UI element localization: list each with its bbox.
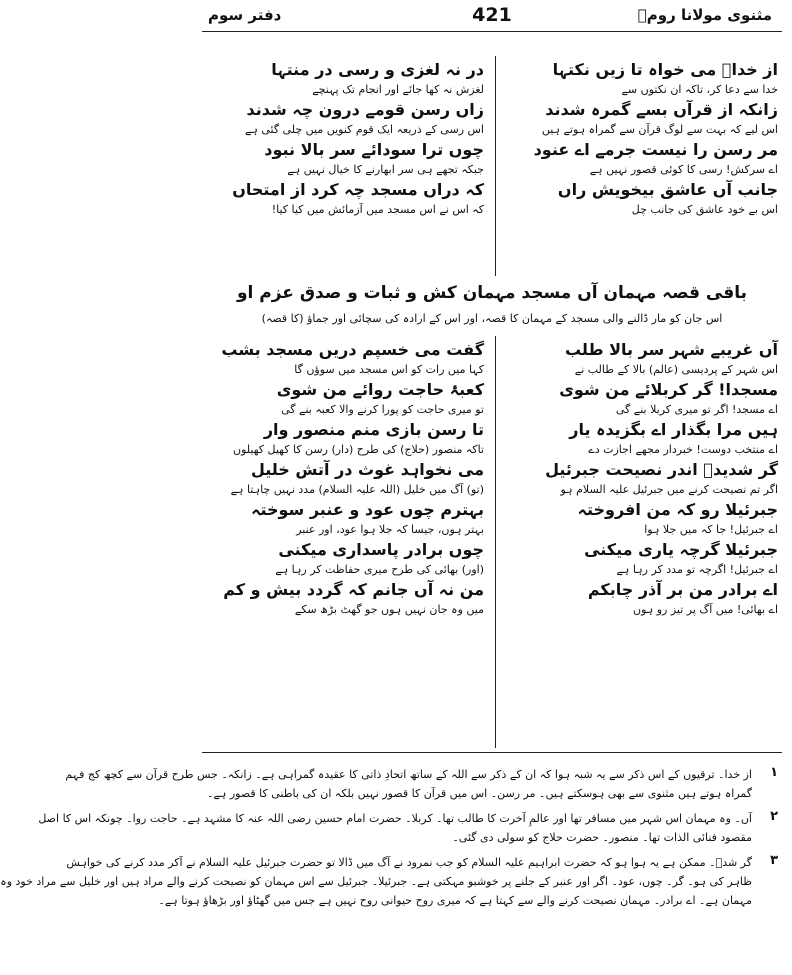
footnote-line: از خدا۔ ترقیوں کے اس ذکر سے یہ شبہ ہوا کہ ان کے ذکر سے اللہ کے ساتھ اتحادِ ذاتی کا عقیدہ گمراہی ہے۔ زانکہ۔ جس طرح قرآن سے کچھ کج فہم — [65, 768, 752, 781]
footnote-number: ۳ — [770, 853, 778, 868]
verse: جبرئیلا گرچہ یاری میکنی — [584, 540, 778, 559]
verse: کہ دراں مسجد چہ کرد از امتحاں — [232, 180, 484, 199]
verse: گر شدیدؒ اندر نصیحت جبرئیل — [545, 460, 778, 479]
footnote — [0, 853, 782, 910]
story-heading: باقی قصہ مہمان آں مسجد مہمان کش و ثبات و صدق عزم او — [236, 283, 748, 303]
page-header — [204, 4, 780, 28]
translation: اے سرکش! رسی کا کوئی قصور نہیں ہے — [589, 163, 778, 176]
bottom-column-divider — [495, 336, 496, 748]
page-number: 421 — [472, 4, 512, 26]
footnote — [38, 809, 782, 847]
translation: تاکہ منصور (حلاج) کی طرح (دار) رسن کا کھیل کھیلوں — [232, 443, 484, 456]
translation: اس لیے کہ بہت سے لوگ قرآن سے گمراہ ہوتے ہیں — [541, 123, 778, 136]
footnote-line: گر شدؒ۔ ممکن ہے یہ ہوا ہو کہ حضرت ابراہیم علیہ السلام کو جب نمرود نے آگ میں ڈالا تو حضرت جبرئیل علیہ السلام نے آکر مدد کرنے کی خواہش — [66, 856, 752, 869]
book-title: مثنوی مولانا رومؒ — [637, 6, 772, 24]
verse: زاں رسن قومے درون چہ شدند — [246, 100, 484, 119]
footnote-number: ۲ — [770, 809, 778, 824]
verse: چوں برادر پاسداری میکنی — [278, 540, 484, 559]
verse: تا رسن بازی منم منصور وار — [263, 420, 484, 439]
verse: کعبۂ حاجت روائے من شوی — [276, 380, 484, 399]
translation: اگر تم نصیحت کرنے میں جبرئیل علیہ السلام ہو — [560, 483, 778, 496]
translation: (اور) بھائی کی طرح میری حفاظت کر رہا ہے — [275, 563, 484, 576]
translation: بہتر ہوں، جیسا کہ جلا ہوا عود، اور عنبر — [296, 523, 484, 536]
bottom-right-column — [504, 338, 778, 618]
translation: کہا میں رات کو اس مسجد میں سوؤں گا — [294, 363, 484, 376]
translation: لغزش نہ کھا جائے اور انجام تک پہنچے — [312, 83, 484, 96]
footnote — [65, 765, 782, 803]
story-subtitle: اس جان کو مار ڈالنے والی مسجد کے مہمان کا قصہ، اور اس کے ارادہ کی سچائی اور جماؤ (کا قصہ) — [261, 312, 723, 325]
bottom-left-column — [210, 338, 484, 618]
translation: جبکہ تجھے ہی سر ابھارنے کا خیال نہیں ہے — [287, 163, 484, 176]
verse: می نخواہد غوث در آتش خلیل — [250, 460, 484, 479]
translation: اے جبرئیل! اگرچہ تو مدد کر رہا ہے — [616, 563, 778, 576]
translation: کہ اس نے اس مسجد میں آزمائش میں کیا کیا! — [271, 203, 484, 216]
footnote-number: ۱ — [770, 765, 778, 780]
translation: اس بے خود عاشق کی جانب چل — [631, 203, 778, 216]
top-left-column — [210, 58, 484, 218]
section-label: دفتر سوم — [208, 6, 282, 24]
verse: از خداؒ می خواہ تا زیں نکتہا — [552, 60, 778, 79]
translation: میں وہ جان نہیں ہوں جو گھٹ بڑھ سکے — [294, 603, 484, 616]
verse: اے برادر من بر آذر چابکم — [587, 580, 778, 599]
translation: (تو) آگ میں خلیل (اللہ علیہ السلام) مدد نہیں چاہتا ہے — [230, 483, 484, 496]
verse: جانب آں عاشق بیخویش راں — [557, 180, 778, 199]
footnote-line: گمراہ ہوتے ہیں مثنوی سے بھی ہوسکتے ہیں۔ مر رسن۔ اس میں قرآن کا قصور نہیں بلکہ ان کی باطنی کا قصور ہے۔ — [207, 787, 752, 800]
translation: اے بھائی! میں آگ پر تیز رو ہوں — [633, 603, 778, 616]
translation: اے منتخب دوست! خبردار مجھے اجازت دے — [588, 443, 778, 456]
verse: گفت می خسپم دریں مسجد بشب — [221, 340, 484, 359]
verse: در نہ لغزی و رسی در منتہا — [271, 60, 484, 79]
translation: اے مسجد! اگر تو میری کربلا بنے گی — [615, 403, 778, 416]
header-rule — [202, 31, 782, 32]
verse: مر رسن را نیست جرمے اے عنود — [533, 140, 778, 159]
footnote-line: مہمان ہے۔ اے برادر۔ مہمان نصیحت کرنے والے سے کہتا ہے کہ میری روح حیوانی روح نہیں ہے جس میں گھٹاؤ اور بڑھاؤ ہوتا ہے۔ — [158, 894, 752, 907]
footnote-line: مقصود فنائی الذات تھا۔ منصور۔ حضرت حلاج کو سولی دی گئی۔ — [452, 831, 752, 844]
footnote-line: آں۔ وہ مہمان اس شہر میں مسافر تھا اور عالمِ آخرت کا طالب تھا۔ کربلا۔ حضرت امام حسین رضی اللہ عنہ کا مشہد ہے۔ حاجت روا۔ چونکہ اس کا اصل — [38, 812, 752, 825]
footnotes — [0, 765, 782, 916]
verse: چوں ترا سودائے سر بالا نبود — [264, 140, 484, 159]
verse: جبرئیلا رو کہ من افروختہ — [577, 500, 778, 519]
translation: اس رسی کے ذریعہ ایک قوم کنویں میں چلی گئی ہے — [244, 123, 484, 136]
verse: مسجدا! گر کربلائے من شوی — [559, 380, 778, 399]
translation: تو میری حاجت کو پورا کرنے والا کعبہ بنے گی — [281, 403, 484, 416]
verse: آں غریبے شہر سر بالا طلب — [564, 340, 778, 359]
translation: اے جبرئیل! جا کہ میں جلا ہوا — [644, 523, 778, 536]
verse: ہیں مرا بگذار اے بگزیدہ یار — [569, 420, 778, 439]
footnote-line: ظاہر کی ہو۔ گر۔ چوں، عود۔ اگر اور عنبر کے جلنے پر خوشبو مہکتی ہے۔ جبرئیلا۔ جبرئیل سے اس مہمان کو نصیحت کرنے والے مراد ہیں اور خلیل سے مراد خود وہ — [0, 875, 752, 888]
verse: من نہ آں جانم کہ گردد بیش و کم — [223, 580, 484, 599]
top-column-divider — [495, 56, 496, 276]
verse: زانکہ از قرآں بسے گمرہ شدند — [545, 100, 778, 119]
translation: خدا سے دعا کر، تاکہ ان نکتوں سے — [621, 83, 778, 96]
verse: بہترم چوں عود و عنبر سوختہ — [251, 500, 484, 519]
top-right-column — [504, 58, 778, 218]
footnote-rule — [202, 752, 782, 753]
translation: اس شہر کے پردیسی (عالم) بالا کے طالب نے — [574, 363, 778, 376]
